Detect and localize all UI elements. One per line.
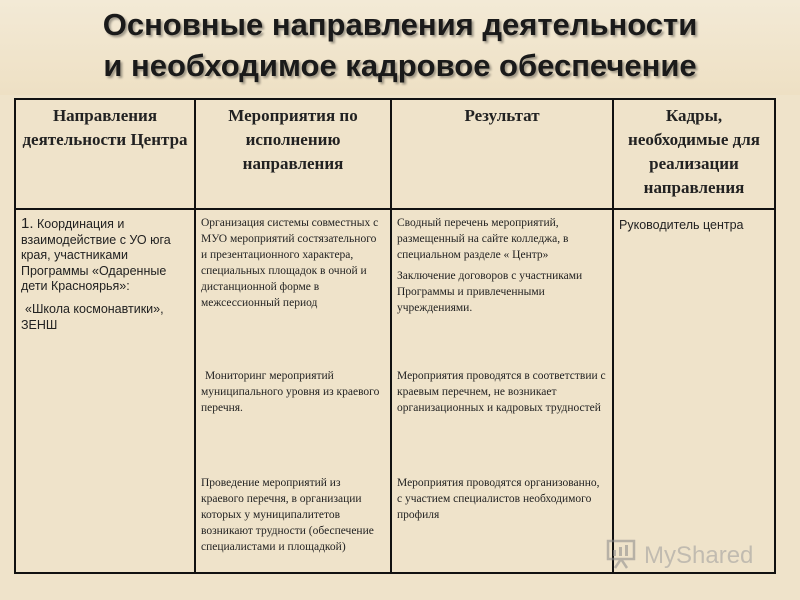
watermark xyxy=(604,536,774,576)
activity-item: Мониторинг мероприятий муниципального уровня из краевого перечня. xyxy=(201,370,380,414)
cell-direction xyxy=(15,209,195,573)
title-line-1: Основные направления деятельности xyxy=(102,7,698,42)
cell-activities xyxy=(195,209,391,573)
result-item: Сводный перечень мероприятий, размещенный на сайте колледжа, в специальном разделе « Центр» xyxy=(397,217,569,261)
direction-text-2: «Школа космонавтики», ЗЕНШ xyxy=(21,302,164,332)
activity-item: Проведение мероприятий из краевого перечня, в организации которых у муниципалитетов возникают трудности (обеспечение специалистами и площадкой) xyxy=(201,477,374,553)
presentation-board-icon xyxy=(604,537,638,576)
staff-text: Руководитель центра xyxy=(619,218,744,232)
activity-item: Организация системы совместных с МУО мероприятий состязательного и презентационного характера, специальных площадок в очной и дистанционной форме в межсессионный период xyxy=(201,217,379,309)
direction-text-1: 1. Координация и взаимодействие с УО юга края, участниками Программы «Одаренные дети Красноярья»: xyxy=(21,215,171,293)
header-directions: Направления деятельности Центра xyxy=(15,99,195,209)
result-item: Мероприятия проводятся в соответствии с краевым перечнем, не возникает организационных и кадровых трудностей xyxy=(397,370,606,414)
slide-title xyxy=(0,4,800,86)
result-item: Мероприятия проводятся организованно, с участием специалистов необходимого профиля xyxy=(397,477,600,521)
header-staff: Кадры, необходимые для реализации направления xyxy=(613,99,775,209)
header-activities: Мероприятия по исполнению направления xyxy=(195,99,391,209)
result-item: Заключение договоров с участниками Программы и привлеченными учреждениями. xyxy=(397,270,583,314)
table-row xyxy=(15,209,775,573)
cell-result xyxy=(391,209,613,573)
header-row xyxy=(15,99,775,209)
cell-staff xyxy=(613,209,775,573)
title-line-2: и необходимое кадровое обеспечение xyxy=(103,48,697,83)
header-result: Результат xyxy=(391,99,613,209)
activities-table xyxy=(14,98,776,574)
watermark-text: MyShared xyxy=(644,542,754,569)
